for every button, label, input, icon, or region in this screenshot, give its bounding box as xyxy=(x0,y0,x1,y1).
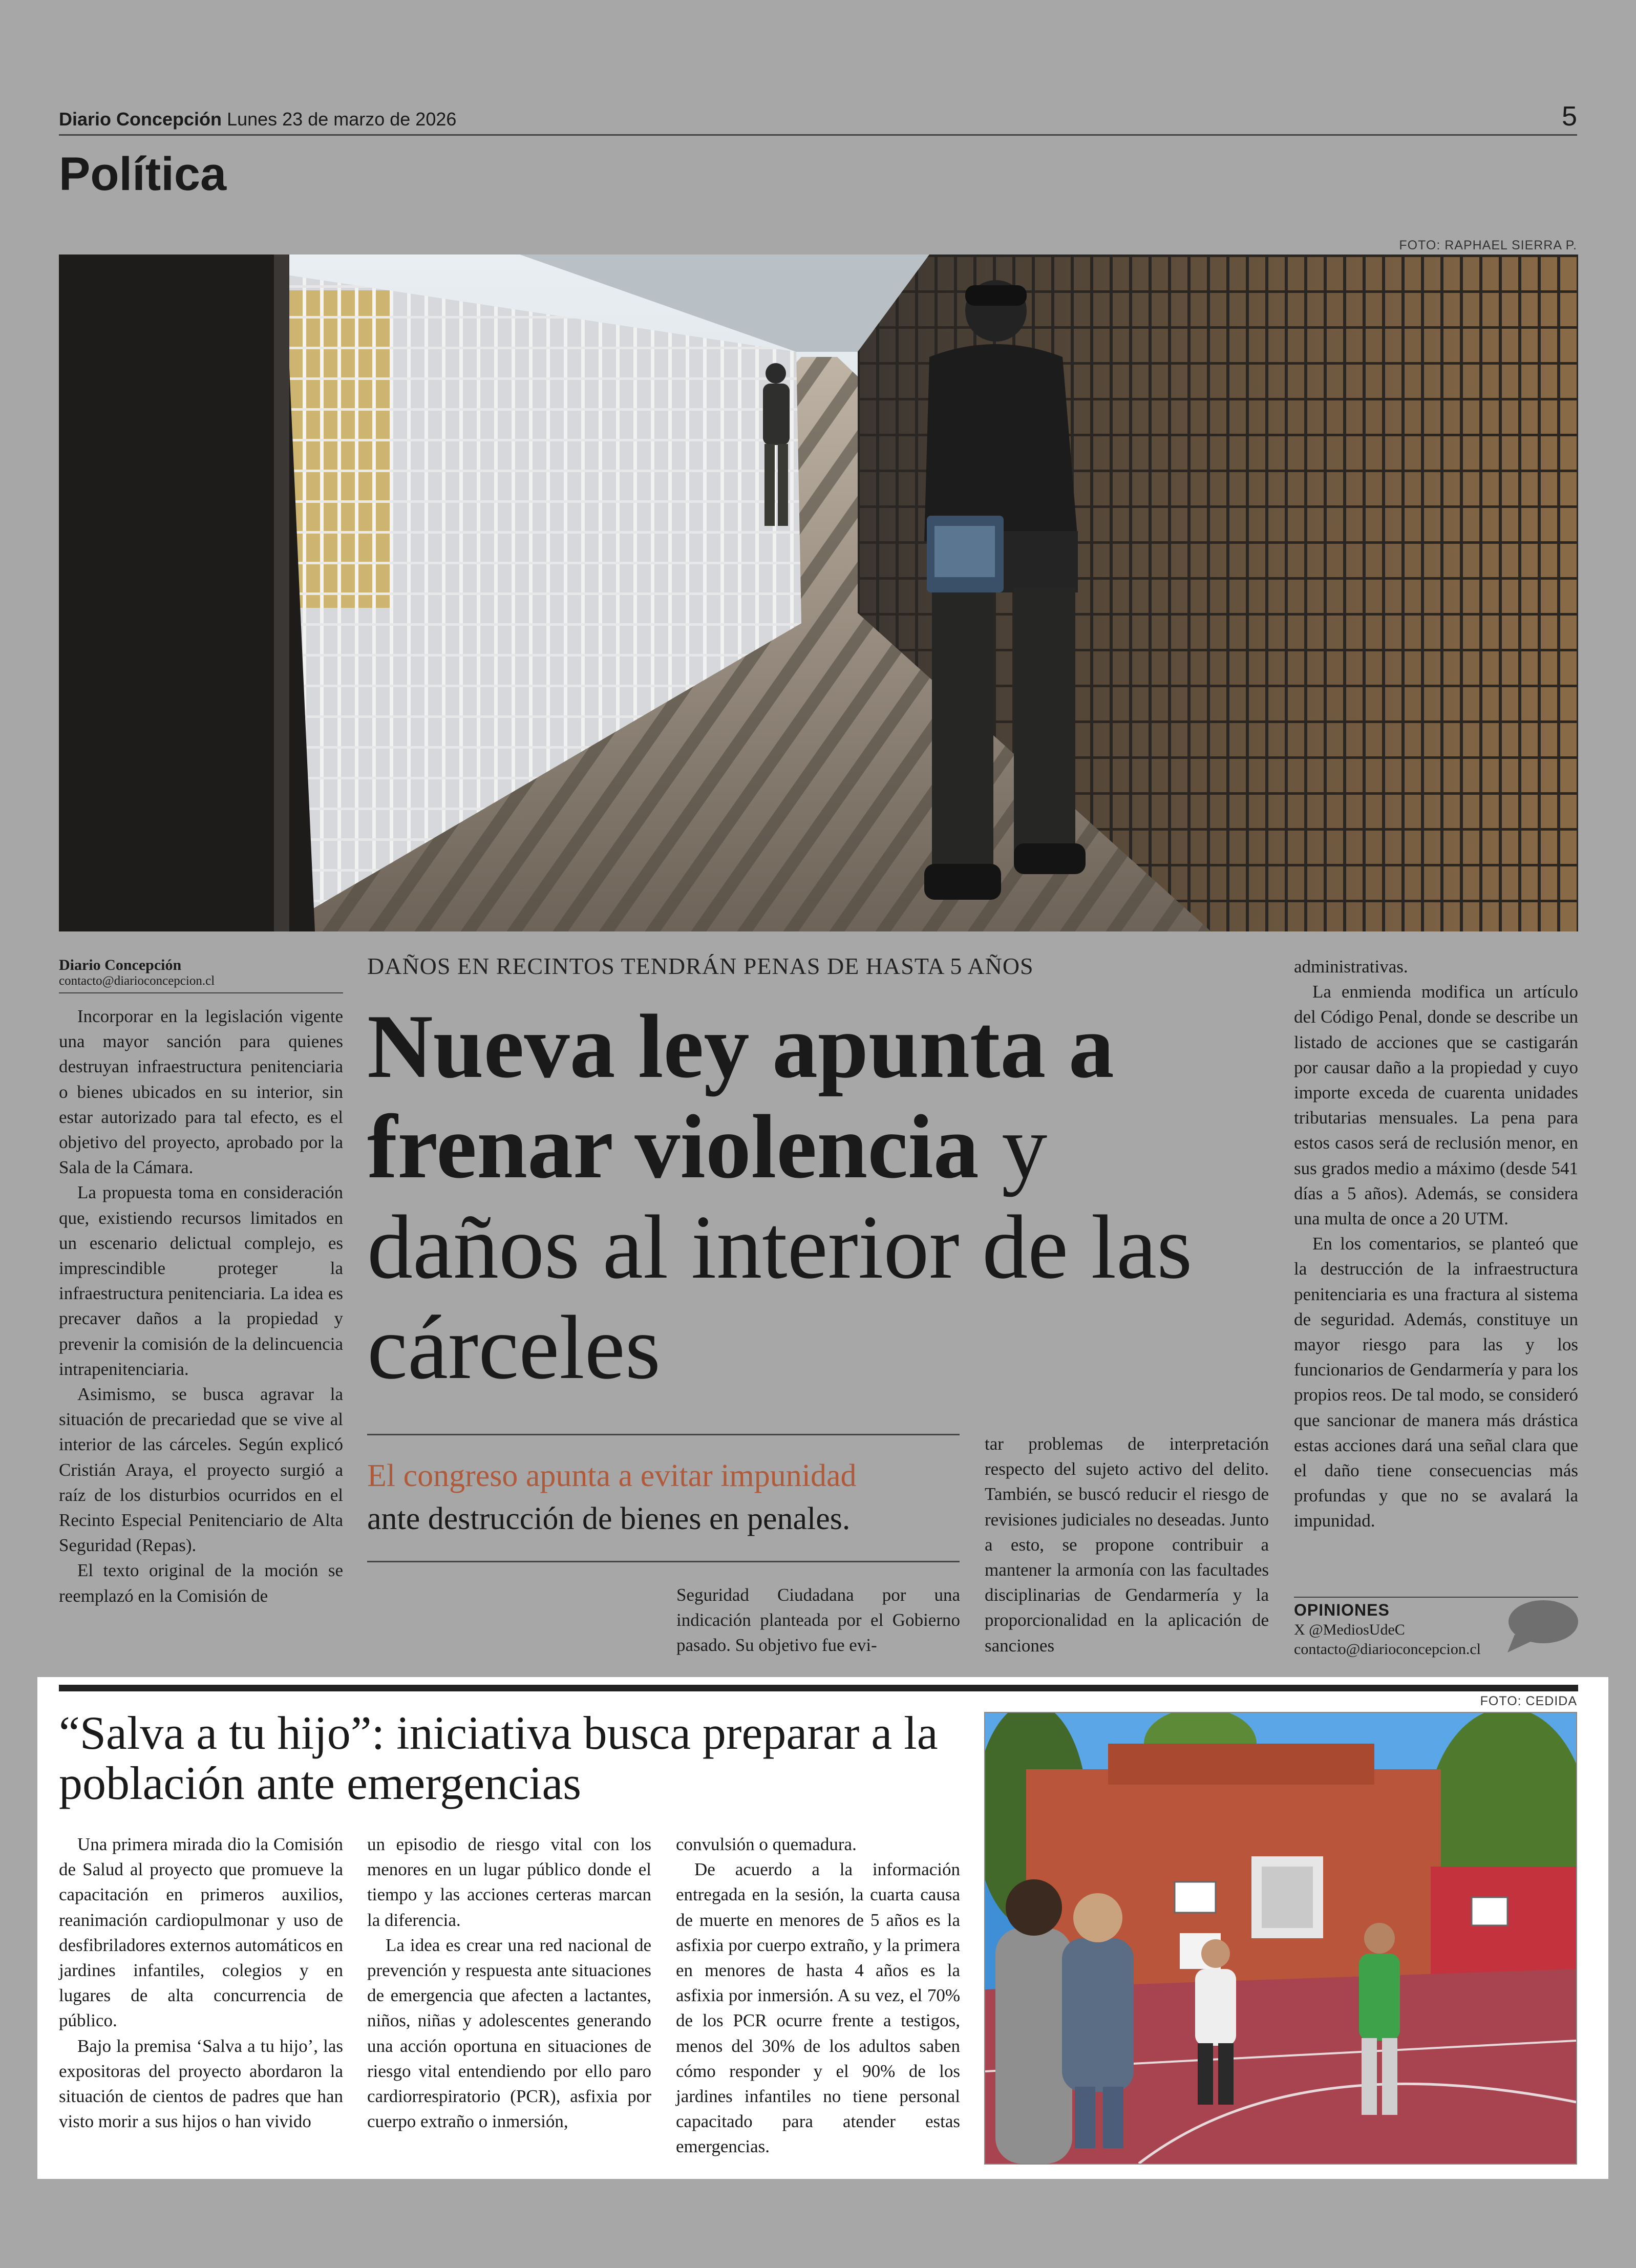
secondary-column-2 xyxy=(367,1832,651,2134)
secondary-column-3 xyxy=(676,1832,960,2159)
subtitle-divider-bottom xyxy=(367,1561,960,1562)
paragraph: Asimismo, se busca agravar la situación de precariedad que se vive al interior de las cárceles. Según explicó Cristián Araya, el proyecto surgió a raíz de los disturbios ocurridos en el Recinto Especial Penitenciario de Alta Seguridad (Repas). xyxy=(59,1384,343,1556)
paragraph: La enmienda modifica un artículo del Código Penal, donde se describe un listado de acciones que se castigarán por causar daño a la propiedad y cuyo importe exceda de cuarenta unidades tributarias mensuales. La pena para estos casos será de reclusión menor, en sus grados medio a máximo (desde 541 días a 5 años). Además, se considera una multa de once a 20 UTM. xyxy=(1294,982,1578,1229)
section-title: Política xyxy=(59,148,227,200)
opinions-x-handle[interactable]: X @MediosUdeC xyxy=(1294,1621,1405,1638)
byline-divider xyxy=(59,992,343,993)
paragraph: El texto original de la moción se reemplazó en la Comisión de xyxy=(59,1560,343,1606)
paragraph: tar problemas de interpretación respecto del sujeto activo del delito. También, se buscó reducir el riesgo de revisiones judiciales no deseadas. Junto a esto, se propone contribuir a mantener la armonía con las facultades disciplinarias de Gendarmería y la proporcionalidad en la aplicación de sanciones xyxy=(985,1434,1269,1656)
article-column-4 xyxy=(1294,954,1578,1534)
schoolyard-photo xyxy=(984,1712,1577,2165)
paragraph: Una primera mirada dio la Comisión de Salud al proyecto que promueve la capacitación en primeros auxilios, reanimación cardiopulmonar y uso de desfibriladores externos automáticos en jardines infantiles, colegios y en lugares de alta concurrencia de público. xyxy=(59,1834,343,2031)
paragraph: Incorporar en la legislación vigente una mayor sanción para quienes destruyan infraestructura penitenciaria o bienes ubicados en su interior, sin estar autorizado para tal efecto, es el objetivo del proyecto, aprobado por la Sala de la Cámara. xyxy=(59,1006,343,1178)
headline-bold: Nueva ley apunta a frenar violencia xyxy=(367,995,1114,1197)
paper-name: Diario Concepción xyxy=(59,109,222,130)
paragraph: convulsión o quemadura. xyxy=(676,1834,857,1854)
secondary-column-1 xyxy=(59,1832,343,2134)
page-header xyxy=(59,102,1577,136)
prison-corridor-photo xyxy=(59,255,1578,931)
speech-bubble-icon xyxy=(1504,1599,1579,1655)
secondary-headline: “Salva a tu hijo”: iniciativa busca preparar a la población ante emergencias xyxy=(59,1707,938,1809)
paragraph: Seguridad Ciudadana por una indicación planteada por el Gobierno pasado. Su objetivo fue evi- xyxy=(676,1585,960,1656)
prison-corridor-illustration xyxy=(59,255,1578,931)
photo-credit: FOTO: RAPHAEL SIERRA P. xyxy=(1399,238,1577,252)
article-kicker: DAÑOS EN RECINTOS TENDRÁN PENAS DE HASTA 5 AÑOS xyxy=(367,953,1034,979)
paragraph: un episodio de riesgo vital con los menores en un lugar público donde el tiempo y las acciones certeras marcan la diferencia. xyxy=(367,1834,651,1930)
article-column-1 xyxy=(59,1004,343,1608)
page-number: 5 xyxy=(1561,101,1577,132)
paragraph: administrativas. xyxy=(1294,957,1408,977)
article-column-2 xyxy=(676,1582,960,1658)
headline-rest: y daños al interior de las cárceles xyxy=(367,1096,1193,1398)
issue-date: Lunes 23 de marzo de 2026 xyxy=(227,109,457,130)
paragraph: La propuesta toma en consideración que, existiendo recursos limitados en un escenario delictual complejo, es imprescindible proteger la infraestructura penitenciaria. La idea es precaver daños a la propiedad y prevenir la comisión de la delincuencia intrapenitenciaria. xyxy=(59,1182,343,1379)
opinions-email[interactable]: contacto@diarioconcepcion.cl xyxy=(1294,1641,1481,1658)
byline-name: Diario Concepción xyxy=(59,957,182,973)
subtitle-text: ante destrucción de bienes en penales. xyxy=(367,1501,851,1536)
article-column-3 xyxy=(985,1431,1269,1658)
paragraph: En los comentarios, se planteó que la destrucción de la infraestructura penitenciaria es una fractura al sistema de seguridad. Además, constituye un mayor riesgo para las y los funcionarios de Gendarmería y para los propios reos. De tal modo, se consideró que sancionar de manera más drástica estas acciones dará una señal clara que el daño tiene consecuencias más profundas y que no se avalará la impunidad. xyxy=(1294,1234,1578,1531)
header-left xyxy=(59,109,456,130)
secondary-article-rule xyxy=(59,1685,1578,1691)
subtitle-divider-top xyxy=(367,1434,960,1435)
opinions-divider xyxy=(1294,1597,1578,1598)
paragraph: Bajo la premisa ‘Salva a tu hijo’, las expositoras del proyecto abordaron la situación de cientos de padres que han visto morir a sus hijos o han vivido xyxy=(59,2036,343,2132)
article-headline xyxy=(367,996,1248,1397)
byline-email: contacto@diarioconcepcion.cl xyxy=(59,974,215,988)
photo-credit-2: FOTO: CEDIDA xyxy=(1480,1694,1577,1708)
article-subtitle xyxy=(367,1454,960,1540)
paragraph: La idea es crear una red nacional de prevención y respuesta ante situaciones de emergencia que afecten a lactantes, niños, niñas y adolescentes generando una acción oportuna en situaciones de riesgo vital entendiendo por ello paro cardiorrespiratorio (PCR), asfixia por cuerpo extraño o inmersión, xyxy=(367,1935,651,2132)
schoolyard-illustration xyxy=(985,1713,1576,2164)
paragraph: De acuerdo a la información entregada en la sesión, la cuarta causa de muerte en menores de 5 años es la asfixia por cuerpo extraño, y la primera en menores de hasta 4 años es la asfixia por inmersión. A su vez, el 70% de los PCR ocurre frente a testigos, menos del 30% de los adultos saben cómo responder y el 90% de los jardines infantiles no tiene personal capacitado para atender estas emergencias. xyxy=(676,1859,960,2157)
subtitle-accent: El congreso apunta a evitar impunidad xyxy=(367,1458,857,1493)
opinions-title: OPINIONES xyxy=(1294,1601,1390,1619)
